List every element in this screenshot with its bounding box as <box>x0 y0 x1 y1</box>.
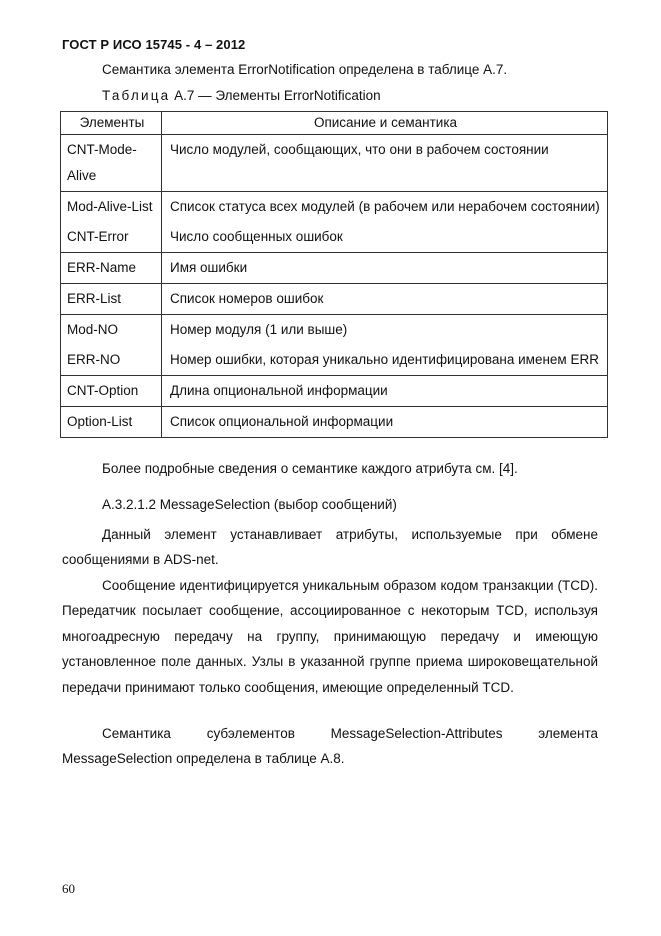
row-element: CNT-Mode-Alive <box>61 135 162 192</box>
row-element: Option-List <box>61 407 162 438</box>
paragraph-3: Семантика субэлементов MessageSelection-Attributes элемента MessageSelection определена в таблице А.8. <box>62 726 598 767</box>
row-element: ERR-NO <box>61 345 162 376</box>
section-title: А.3.2.1.2 MessageSelection (выбор сообщений) <box>102 497 397 512</box>
paragraph-2: Сообщение идентифицируется уникальным образом кодом транзакции (TCD). Передатчик посылает сообщение, ассоциированное с некоторым TCD, используя многоадресную передачу на группу, принимающую передачу и имеющую установленное поле данных. Узлы в указанной группе приема широковещательной передачи принимают только сообщения, имеющие определенный TCD. <box>62 578 598 695</box>
row-description: Длина опциональной информации <box>162 376 608 407</box>
table-caption-word: Таблица <box>102 88 171 103</box>
table-row <box>61 345 608 376</box>
table-row <box>61 284 608 315</box>
table-row <box>61 253 608 284</box>
table-row <box>61 135 608 192</box>
document-header: ГОСТ Р ИСО 15745 - 4 – 2012 <box>62 37 246 52</box>
table-header-row <box>61 112 608 135</box>
table-caption-rest: А.7 — Элементы ErrorNotification <box>170 88 381 103</box>
row-element: Mod-Alive-List <box>61 192 162 223</box>
elements-table-container <box>60 111 608 438</box>
row-element: CNT-Option <box>61 376 162 407</box>
header-description: Описание и семантика <box>162 112 608 135</box>
table-row <box>61 315 608 346</box>
row-element: ERR-List <box>61 284 162 315</box>
row-description: Число модулей, сообщающих, что они в рабочем состоянии <box>162 135 608 192</box>
intro-text: Семантика элемента ErrorNotification определена в таблице А.7. <box>102 62 508 77</box>
row-element: ERR-Name <box>61 253 162 284</box>
row-description: Номер ошибки, которая уникально идентифицирована именем ERR <box>162 345 608 376</box>
row-description: Список номеров ошибок <box>162 284 608 315</box>
table-row <box>61 376 608 407</box>
more-info-text: Более подробные сведения о семантике каждого атрибута см. [4]. <box>102 461 518 476</box>
row-description: Номер модуля (1 или выше) <box>162 315 608 346</box>
row-element: Mod-NO <box>61 315 162 346</box>
row-description: Число сообщенных ошибок <box>162 222 608 253</box>
table-caption <box>102 88 381 103</box>
table-row <box>61 222 608 253</box>
row-description: Имя ошибки <box>162 253 608 284</box>
row-description: Список статуса всех модулей (в рабочем или нерабочем состоянии) <box>162 192 608 223</box>
elements-table <box>60 111 608 438</box>
row-element: CNT-Error <box>61 222 162 253</box>
paragraph-1: Данный элемент устанавливает атрибуты, используемые при обмене сообщениями в ADS-net. <box>62 527 598 568</box>
table-row <box>61 407 608 438</box>
page-number: 60 <box>62 881 75 896</box>
table-row <box>61 192 608 223</box>
header-elements: Элементы <box>61 112 162 135</box>
row-description: Список опциональной информации <box>162 407 608 438</box>
